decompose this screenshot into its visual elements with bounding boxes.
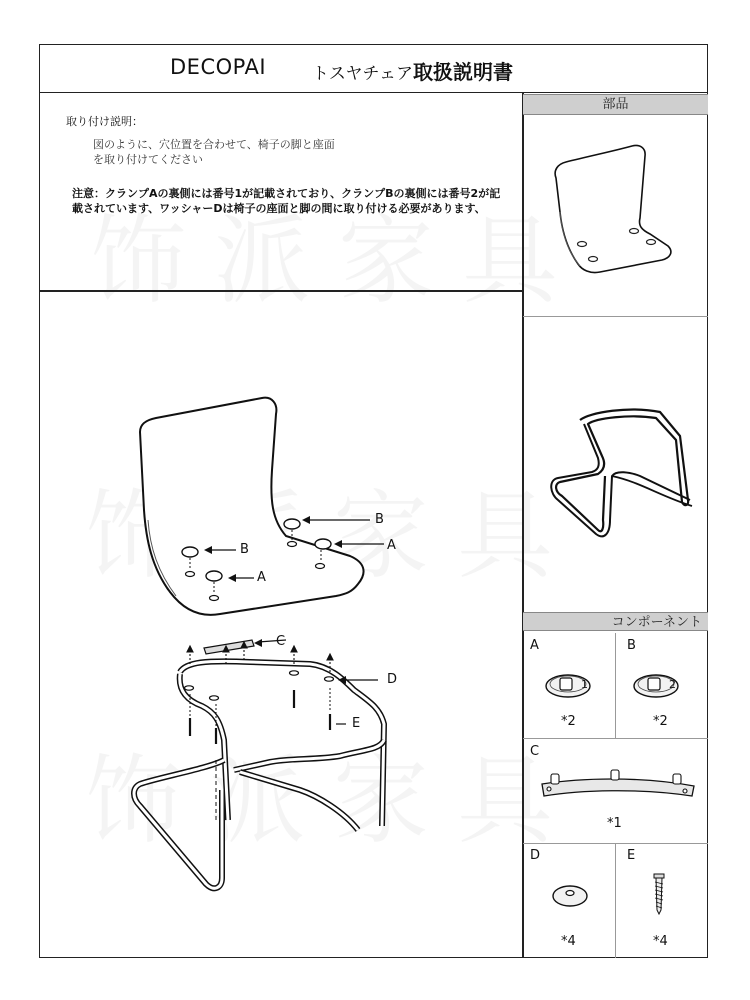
callout-b-left: B (240, 542, 249, 557)
callout-e: E (352, 716, 361, 731)
callout-c: C (276, 634, 286, 649)
callout-d: D (387, 672, 398, 687)
screw-e-icon (654, 874, 664, 914)
component-e-letter: E (627, 848, 636, 863)
instructions-heading: 取り付け説明： (66, 115, 143, 128)
callout-a-left: A (257, 570, 266, 585)
bracket-c-icon (542, 779, 694, 796)
component-b-letter: B (627, 638, 636, 653)
parts-label: 部品 (523, 94, 708, 115)
component-a-qty: *2 (561, 714, 576, 729)
assembly-note: 注意：クランプAの裏側には番号1が記載されており、クランプBの裏側には番号2が記載されています、ワッシャーDは椅子の座面と脚の間に取り付ける必要があります、 (72, 187, 501, 215)
component-b-qty: *2 (653, 714, 668, 729)
product-name: トスヤチェア (312, 64, 413, 84)
callout-a-right: A (387, 538, 396, 553)
callout-b-right: B (375, 512, 384, 527)
manual-title: 取扱説明書 (412, 60, 513, 84)
clamp-a-mark: 1 (581, 678, 588, 691)
component-c-letter: C (530, 744, 540, 759)
component-e-qty: *4 (653, 934, 668, 949)
component-a-letter: A (530, 638, 539, 653)
component-d-letter: D (530, 848, 541, 863)
component-d-qty: *4 (561, 934, 576, 949)
clamp-b-mark: 2 (669, 678, 676, 691)
component-c-qty: *1 (607, 816, 622, 831)
instructions-body: 図のように、穴位置を合わせて、椅子の脚と座面を取り付けてください (93, 138, 335, 166)
brand-logo: DECOPAI (170, 55, 267, 79)
components-label: コンポーネント (523, 612, 708, 631)
